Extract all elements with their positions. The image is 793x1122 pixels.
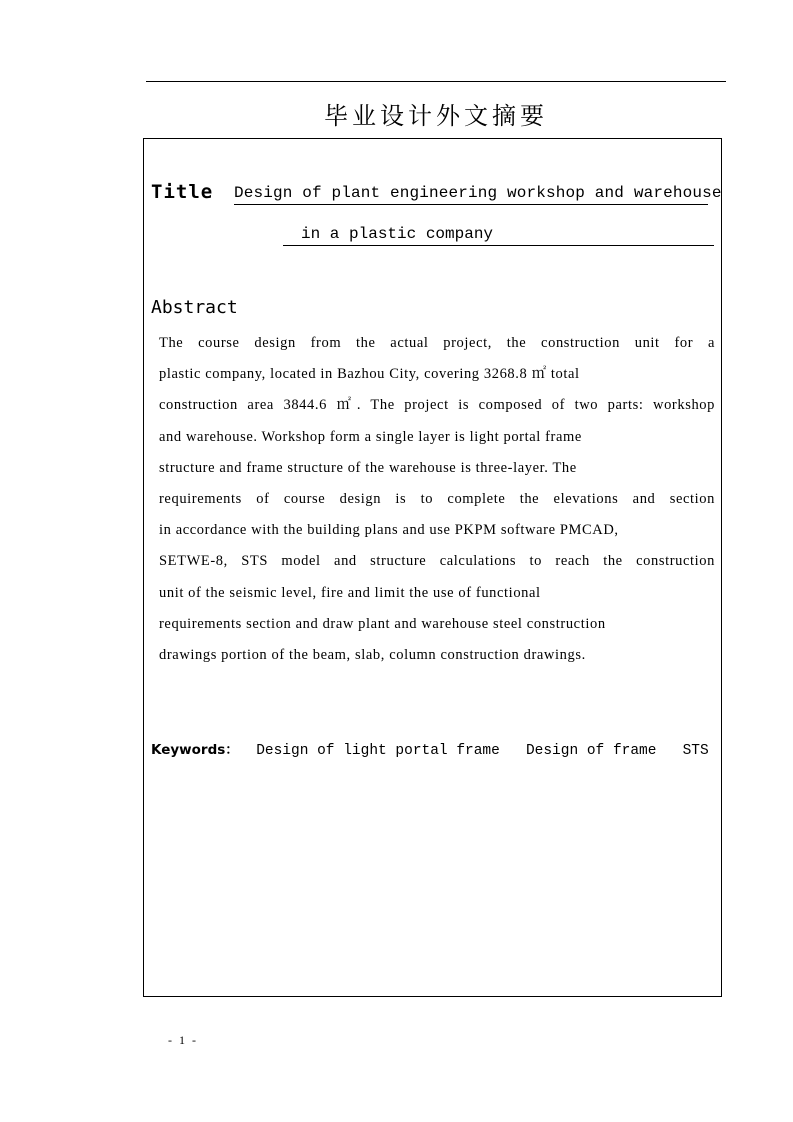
header-rule xyxy=(146,81,726,82)
abstract-line: SETWE-8, STS model and structure calculations to reach the construction xyxy=(159,553,715,570)
abstract-line: and warehouse. Workshop form a single layer is light portal frame xyxy=(159,428,582,445)
abstract-line: The course design from the actual project, the construction unit for a xyxy=(159,335,715,351)
abstract-line: construction area 3844.6 ㎡. The project is composed of two parts: workshop xyxy=(159,397,715,414)
abstract-line: plastic company, located in Bazhou City, covering 3268.8 ㎡ total xyxy=(159,366,580,383)
abstract-line: structure and frame structure of the warehouse is three-layer. The xyxy=(159,459,577,476)
abstract-line: unit of the seismic level, fire and limit the use of functional xyxy=(159,584,541,601)
abstract-label: Abstract xyxy=(151,297,238,318)
title-line-1: Design of plant engineering workshop and warehouse xyxy=(234,182,708,205)
abstract-body xyxy=(159,331,715,674)
page-heading: 毕业设计外文摘要 xyxy=(324,102,548,130)
keywords-label: Keywords： xyxy=(151,742,239,758)
keywords-row xyxy=(151,737,709,763)
abstract-line: requirements section and draw plant and warehouse steel construction xyxy=(159,615,606,632)
abstract-line: requirements of course design is to complete the elevations and section xyxy=(159,490,715,507)
keywords-value: Design of light portal frame Design of frame STS xyxy=(238,743,709,759)
page-number: - 1 - xyxy=(168,1033,198,1047)
abstract-line: drawings portion of the beam, slab, column construction drawings. xyxy=(159,646,586,663)
title-label: Title xyxy=(151,181,214,203)
title-line-2: in a plastic company xyxy=(283,223,714,246)
abstract-line: in accordance with the building plans and use PKPM software PMCAD, xyxy=(159,522,619,539)
